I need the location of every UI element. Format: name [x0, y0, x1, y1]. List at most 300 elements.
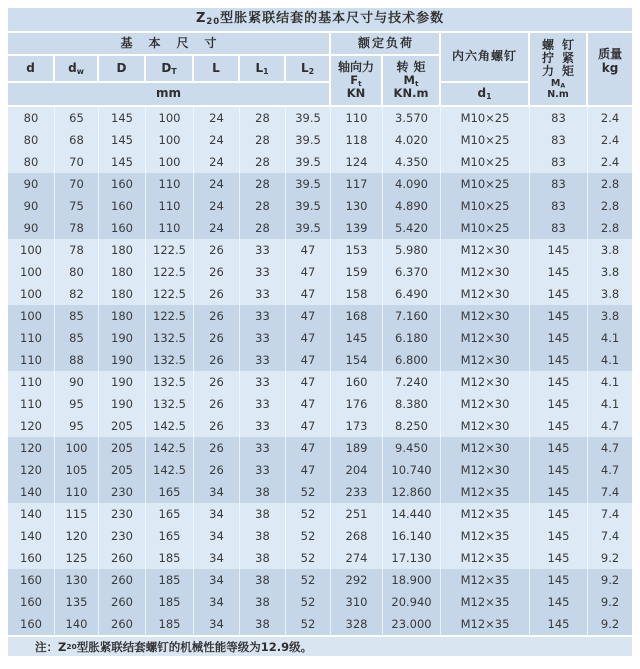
cell: 145 — [530, 547, 588, 569]
footnote: 注：Z 20 型胀紧联结套螺钉的机械性能等级为12.9级。 — [8, 637, 632, 656]
cell: 52 — [286, 569, 331, 591]
cell: 180 — [99, 283, 146, 305]
cell: 260 — [99, 547, 146, 569]
cell: 160 — [331, 371, 383, 393]
footnote-text: 型胀紧联结套螺钉的机械性能等级为12.9级。 — [76, 639, 313, 654]
cell: 230 — [99, 525, 146, 547]
cell: 33 — [240, 261, 286, 283]
table-row — [8, 239, 632, 261]
cell: 132.5 — [146, 393, 194, 415]
cell: 28 — [240, 107, 286, 129]
cell: 185 — [146, 547, 194, 569]
cell: M12×30 — [441, 305, 530, 327]
cell: 7.4 — [588, 525, 632, 547]
cell: 26 — [194, 239, 240, 261]
cell: 130 — [55, 569, 99, 591]
cell: 83 — [530, 129, 588, 151]
cell: 82 — [55, 283, 99, 305]
cell: 47 — [286, 415, 331, 437]
cell: 38 — [240, 613, 286, 635]
table-row — [8, 107, 632, 129]
cell: M12×30 — [441, 261, 530, 283]
cell: 204 — [331, 459, 383, 481]
cell: 180 — [99, 261, 146, 283]
cell: M12×30 — [441, 415, 530, 437]
cell: 95 — [55, 415, 99, 437]
cell: 185 — [146, 613, 194, 635]
table-row — [8, 415, 632, 437]
cell: 5.980 — [383, 239, 441, 261]
cell: 95 — [55, 393, 99, 415]
cell: 26 — [194, 283, 240, 305]
cell: 70 — [55, 151, 99, 173]
cell: 4.1 — [588, 349, 632, 371]
cell: 28 — [240, 173, 286, 195]
cell: M10×25 — [441, 129, 530, 151]
cell: 85 — [55, 327, 99, 349]
cell: 132.5 — [146, 349, 194, 371]
header-mass — [588, 33, 632, 107]
header-unit-mm: mm — [8, 83, 331, 107]
cell: 7.160 — [383, 305, 441, 327]
cell: 4.1 — [588, 327, 632, 349]
cell: 34 — [194, 525, 240, 547]
cell: M10×25 — [441, 173, 530, 195]
cell: 47 — [286, 283, 331, 305]
cell: 189 — [331, 437, 383, 459]
cell: 38 — [240, 547, 286, 569]
cell: 28 — [240, 195, 286, 217]
cell: 34 — [194, 613, 240, 635]
cell: 23.000 — [383, 613, 441, 635]
cell: 117 — [331, 173, 383, 195]
table-row — [8, 195, 632, 217]
cell: 2.4 — [588, 107, 632, 129]
title-subscript: 20 — [206, 16, 221, 27]
cell: 328 — [331, 613, 383, 635]
cell: 145 — [530, 261, 588, 283]
col-header-d: d — [8, 56, 55, 83]
cell: 4.350 — [383, 151, 441, 173]
cell: 120 — [8, 437, 55, 459]
table-row — [8, 591, 632, 613]
cell: 139 — [331, 217, 383, 239]
cell: 205 — [99, 415, 146, 437]
cell: 7.240 — [383, 371, 441, 393]
cell: 52 — [286, 547, 331, 569]
cell: 122.5 — [146, 261, 194, 283]
cell: 3.8 — [588, 283, 632, 305]
cell: 70 — [55, 173, 99, 195]
cell: 80 — [55, 261, 99, 283]
cell: 185 — [146, 591, 194, 613]
cell: 110 — [8, 393, 55, 415]
cell: 160 — [8, 591, 55, 613]
cell: 33 — [240, 371, 286, 393]
mass-label: 质量 — [598, 47, 623, 61]
table-row — [8, 569, 632, 591]
cell: 154 — [331, 349, 383, 371]
cell: 160 — [8, 613, 55, 635]
cell: 2.8 — [588, 195, 632, 217]
cell: 100 — [146, 129, 194, 151]
col-header-L1: $L_1$ — [240, 56, 286, 83]
cell: 100 — [8, 261, 55, 283]
cell: 38 — [240, 481, 286, 503]
cell: 47 — [286, 239, 331, 261]
cell: 52 — [286, 503, 331, 525]
cell: M12×30 — [441, 437, 530, 459]
cell: 100 — [55, 437, 99, 459]
table-row — [8, 393, 632, 415]
cell: 83 — [530, 151, 588, 173]
cell: 160 — [99, 195, 146, 217]
cell: 190 — [99, 371, 146, 393]
axial-force-label: 轴向力 — [337, 60, 374, 74]
cell: 52 — [286, 613, 331, 635]
cell: M12×35 — [441, 503, 530, 525]
cell: 110 — [146, 173, 194, 195]
axial-force-symbol: $F_t$ — [350, 73, 362, 88]
cell: 6.800 — [383, 349, 441, 371]
title-suffix: 型胀紧联结套的基本尺寸与技术参数 — [220, 11, 445, 27]
cell: 124 — [331, 151, 383, 173]
cell: 110 — [146, 195, 194, 217]
header-torque — [383, 56, 441, 107]
cell: 2.8 — [588, 173, 632, 195]
cell: 26 — [194, 415, 240, 437]
cell: 28 — [240, 217, 286, 239]
cell: 160 — [99, 217, 146, 239]
cell: 4.1 — [588, 371, 632, 393]
cell: 26 — [194, 459, 240, 481]
cell: 110 — [8, 349, 55, 371]
cell: 190 — [99, 349, 146, 371]
cell: 190 — [99, 393, 146, 415]
title-prefix: Z — [195, 11, 207, 27]
table-row — [8, 613, 632, 635]
cell: M12×35 — [441, 547, 530, 569]
cell: 47 — [286, 437, 331, 459]
cell: 110 — [8, 327, 55, 349]
cell: 24 — [194, 107, 240, 129]
cell: M10×25 — [441, 217, 530, 239]
cell: 160 — [8, 547, 55, 569]
col-header-dw: $d_w$ — [55, 56, 99, 83]
cell: 110 — [331, 107, 383, 129]
cell: 292 — [331, 569, 383, 591]
cell: 6.490 — [383, 283, 441, 305]
cell: 145 — [530, 283, 588, 305]
cell: 39.5 — [286, 173, 331, 195]
cell: M12×30 — [441, 327, 530, 349]
cell: 39.5 — [286, 107, 331, 129]
cell: 28 — [240, 151, 286, 173]
table-row — [8, 283, 632, 305]
torque-label: 转矩 — [396, 60, 431, 74]
cell: 180 — [99, 239, 146, 261]
cell: 185 — [146, 569, 194, 591]
cell: 142.5 — [146, 459, 194, 481]
cell: 160 — [99, 173, 146, 195]
cell: 39.5 — [286, 151, 331, 173]
cell: 38 — [240, 591, 286, 613]
cell: 3.8 — [588, 305, 632, 327]
cell: 78 — [55, 217, 99, 239]
cell: 10.740 — [383, 459, 441, 481]
header-basic-dimensions: 基本尺寸 — [8, 33, 331, 56]
cell: 233 — [331, 481, 383, 503]
cell: 24 — [194, 173, 240, 195]
cell: M10×25 — [441, 195, 530, 217]
cell: 24 — [194, 195, 240, 217]
cell: 180 — [99, 305, 146, 327]
table-body — [8, 107, 632, 635]
cell: 145 — [530, 371, 588, 393]
cell: 52 — [286, 525, 331, 547]
cell: 78 — [55, 239, 99, 261]
cell: 4.7 — [588, 415, 632, 437]
cell: 260 — [99, 613, 146, 635]
torque-unit: KN.m — [393, 86, 429, 100]
cell: 190 — [99, 327, 146, 349]
cell: 118 — [331, 129, 383, 151]
screw-torque-line3: 力矩 — [541, 63, 582, 78]
cell: 47 — [286, 393, 331, 415]
table-row — [8, 327, 632, 349]
header-group-row — [8, 33, 632, 56]
col-header-D: D — [99, 56, 146, 83]
table-header — [8, 8, 632, 107]
cell: 260 — [99, 591, 146, 613]
cell: 47 — [286, 371, 331, 393]
cell: 110 — [146, 217, 194, 239]
cell: 17.130 — [383, 547, 441, 569]
cell: 47 — [286, 261, 331, 283]
cell: 165 — [146, 525, 194, 547]
cell: M12×30 — [441, 371, 530, 393]
cell: 145 — [530, 481, 588, 503]
cell: 24 — [194, 217, 240, 239]
cell: 145 — [530, 239, 588, 261]
screw-torque-line1: 螺钉 — [541, 37, 582, 52]
cell: 176 — [331, 393, 383, 415]
cell: 159 — [331, 261, 383, 283]
cell: 140 — [8, 525, 55, 547]
cell: 110 — [55, 481, 99, 503]
table-row — [8, 217, 632, 239]
cell: 100 — [146, 107, 194, 129]
cell: 100 — [8, 283, 55, 305]
cell: 4.890 — [383, 195, 441, 217]
cell: 28 — [240, 129, 286, 151]
cell: 130 — [331, 195, 383, 217]
cell: 145 — [99, 129, 146, 151]
cell: 120 — [55, 525, 99, 547]
table-row — [8, 437, 632, 459]
cell: 47 — [286, 349, 331, 371]
cell: 115 — [55, 503, 99, 525]
cell: 33 — [240, 327, 286, 349]
cell: 52 — [286, 481, 331, 503]
table-row — [8, 459, 632, 481]
cell: 2.4 — [588, 129, 632, 151]
cell: 145 — [530, 503, 588, 525]
cell: M12×35 — [441, 481, 530, 503]
screw-torque-unit: N.m — [547, 88, 569, 100]
cell: 100 — [8, 305, 55, 327]
cell: 145 — [331, 327, 383, 349]
cell: 132.5 — [146, 327, 194, 349]
cell: M10×25 — [441, 151, 530, 173]
cell: 88 — [55, 349, 99, 371]
cell: M12×35 — [441, 525, 530, 547]
table-row — [8, 547, 632, 569]
cell: 8.380 — [383, 393, 441, 415]
col-header-L: L — [194, 56, 240, 83]
header-rated-load: 额定负荷 — [331, 33, 441, 56]
col-header-DT: $D_T$ — [146, 56, 194, 83]
cell: 8.250 — [383, 415, 441, 437]
cell: 140 — [8, 481, 55, 503]
cell: 26 — [194, 261, 240, 283]
cell: 122.5 — [146, 305, 194, 327]
cell: 38 — [240, 525, 286, 547]
cell: 9.450 — [383, 437, 441, 459]
cell: 80 — [8, 107, 55, 129]
cell: 33 — [240, 305, 286, 327]
cell: 16.140 — [383, 525, 441, 547]
cell: 153 — [331, 239, 383, 261]
cell: 9.2 — [588, 613, 632, 635]
cell: 33 — [240, 393, 286, 415]
cell: 83 — [530, 217, 588, 239]
cell: 125 — [55, 547, 99, 569]
table-row — [8, 525, 632, 547]
cell: 34 — [194, 547, 240, 569]
cell: 310 — [331, 591, 383, 613]
cell: 65 — [55, 107, 99, 129]
cell: 26 — [194, 437, 240, 459]
cell: 7.4 — [588, 503, 632, 525]
cell: 2.4 — [588, 151, 632, 173]
screw-torque-symbol: $M_A$ — [550, 77, 566, 90]
cell: M12×30 — [441, 283, 530, 305]
cell: 83 — [530, 195, 588, 217]
cell: 38 — [240, 569, 286, 591]
cell: 90 — [8, 217, 55, 239]
cell: 34 — [194, 569, 240, 591]
cell: 122.5 — [146, 239, 194, 261]
table-row — [8, 349, 632, 371]
cell: 132.5 — [146, 371, 194, 393]
cell: 140 — [8, 503, 55, 525]
cell: 18.900 — [383, 569, 441, 591]
cell: 230 — [99, 481, 146, 503]
page-title — [8, 8, 632, 33]
cell: M12×30 — [441, 239, 530, 261]
screw-torque-line2: 拧紧 — [541, 50, 582, 65]
cell: 75 — [55, 195, 99, 217]
title-row — [8, 8, 632, 33]
cell: 145 — [530, 305, 588, 327]
cell: 26 — [194, 393, 240, 415]
cell: 34 — [194, 503, 240, 525]
cell: 3.570 — [383, 107, 441, 129]
table-row — [8, 503, 632, 525]
cell: 26 — [194, 327, 240, 349]
cell: 145 — [530, 613, 588, 635]
table-row — [8, 481, 632, 503]
cell: 39.5 — [286, 129, 331, 151]
cell: 12.860 — [383, 481, 441, 503]
cell: 24 — [194, 129, 240, 151]
cell: 142.5 — [146, 415, 194, 437]
cell: 251 — [331, 503, 383, 525]
cell: 145 — [530, 393, 588, 415]
header-screw-tightening-torque — [530, 33, 588, 107]
cell: 39.5 — [286, 195, 331, 217]
cell: 7.4 — [588, 481, 632, 503]
cell: 33 — [240, 459, 286, 481]
cell: 26 — [194, 305, 240, 327]
cell: 5.420 — [383, 217, 441, 239]
cell: 90 — [55, 371, 99, 393]
cell: 83 — [530, 173, 588, 195]
cell: 140 — [55, 613, 99, 635]
cell: 80 — [8, 129, 55, 151]
cell: 52 — [286, 591, 331, 613]
table-row — [8, 261, 632, 283]
cell: 105 — [55, 459, 99, 481]
cell: 90 — [8, 195, 55, 217]
header-axial-force — [331, 56, 383, 107]
cell: 38 — [240, 503, 286, 525]
cell: M12×30 — [441, 349, 530, 371]
cell: 158 — [331, 283, 383, 305]
cell: 120 — [8, 415, 55, 437]
cell: M12×35 — [441, 569, 530, 591]
table-row — [8, 371, 632, 393]
cell: M12×30 — [441, 459, 530, 481]
cell: 145 — [530, 349, 588, 371]
cell: 20.940 — [383, 591, 441, 613]
table-row — [8, 129, 632, 151]
torque-symbol: $M_t$ — [403, 73, 419, 88]
cell: 9.2 — [588, 547, 632, 569]
cell: 4.7 — [588, 459, 632, 481]
table-row — [8, 151, 632, 173]
cell: 26 — [194, 371, 240, 393]
cell: M12×30 — [441, 393, 530, 415]
cell: 145 — [530, 591, 588, 613]
cell: 47 — [286, 327, 331, 349]
cell: 26 — [194, 349, 240, 371]
cell: 168 — [331, 305, 383, 327]
cell: 173 — [331, 415, 383, 437]
cell: 3.8 — [588, 261, 632, 283]
cell: 47 — [286, 305, 331, 327]
cell: 2.8 — [588, 217, 632, 239]
cell: 90 — [8, 173, 55, 195]
cell: 34 — [194, 591, 240, 613]
cell: 100 — [8, 239, 55, 261]
cell: 145 — [530, 415, 588, 437]
cell: 33 — [240, 349, 286, 371]
cell: M10×25 — [441, 107, 530, 129]
cell: 120 — [8, 459, 55, 481]
cell: 165 — [146, 481, 194, 503]
